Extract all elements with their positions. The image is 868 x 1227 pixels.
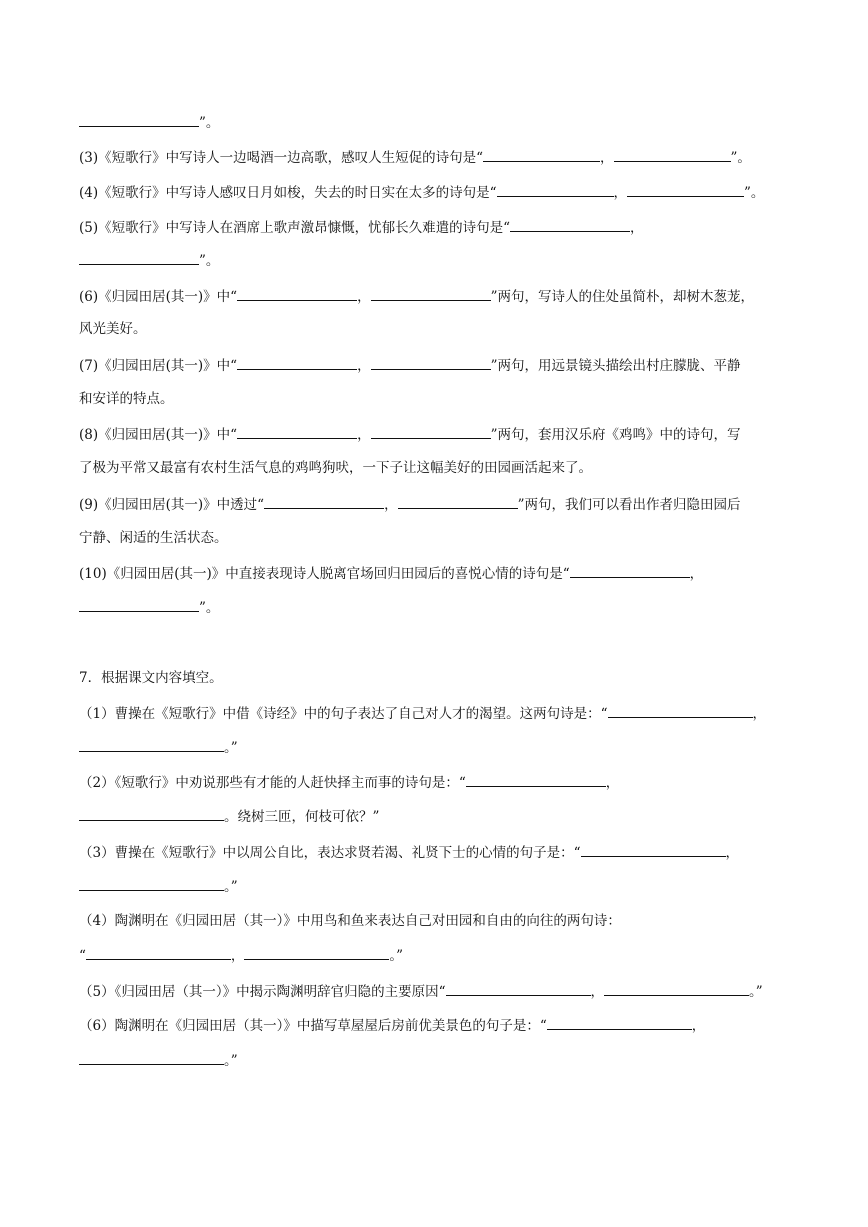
q6-item4: (4)《短歌行》中写诗人感叹日月如梭，失去的时日实在太多的诗句是“ ， ”。 — [79, 182, 791, 203]
answer-blank[interactable] — [627, 182, 744, 197]
answer-blank[interactable] — [237, 355, 357, 370]
answer-blank[interactable] — [510, 217, 630, 232]
answer-blank[interactable] — [237, 286, 357, 301]
answer-blank[interactable] — [581, 842, 726, 857]
answer-blank[interactable] — [237, 424, 357, 439]
q7-title: 7．根据课文内容填空。 — [79, 670, 223, 686]
q7-item6-cont: 。” — [79, 1050, 791, 1071]
q6-item6: (6)《归园田居(其一)》中“ ， ”两句，写诗人的住处虽简朴，却树木葱茏， — [79, 286, 791, 307]
answer-blank[interactable] — [446, 981, 591, 996]
q6-item9-cont: 宁静、闲适的生活状态。 — [79, 530, 228, 546]
answer-blank[interactable] — [371, 355, 491, 370]
answer-blank[interactable] — [79, 737, 224, 752]
answer-blank[interactable] — [79, 806, 224, 821]
answer-blank[interactable] — [371, 286, 491, 301]
q7-item1: （1）曹操在《短歌行》中借《诗经》中的句子表达了自己对人才的渴望。这两句诗是：“ ， — [79, 703, 791, 724]
q7-item1-cont: 。” — [79, 737, 791, 758]
answer-blank[interactable] — [79, 597, 199, 612]
q6-item7: (7)《归园田居(其一)》中“ ， ”两句，用远景镜头描绘出村庄朦胧、平静 — [79, 355, 791, 376]
answer-blank[interactable] — [86, 945, 231, 960]
answer-blank[interactable] — [608, 703, 753, 718]
q6-item10-cont: ”。 — [79, 597, 791, 618]
answer-blank[interactable] — [466, 772, 606, 787]
answer-blank[interactable] — [604, 981, 749, 996]
answer-blank[interactable] — [547, 1015, 692, 1030]
answer-blank[interactable] — [398, 494, 518, 509]
answer-blank[interactable] — [79, 1050, 224, 1065]
answer-blank[interactable] — [79, 250, 199, 265]
q6-item3: (3)《短歌行》中写诗人一边喝酒一边高歌，感叹人生短促的诗句是“ ， ”。 — [79, 147, 791, 168]
q7-item2-cont: 。绕树三匝，何枝可依？” — [79, 806, 791, 827]
answer-blank[interactable] — [79, 112, 199, 127]
q7-item3-cont: 。” — [79, 876, 791, 897]
q7-item2: （2）《短歌行》中劝说那些有才能的人赶快择主而事的诗句是：“ ， — [79, 772, 791, 793]
answer-blank[interactable] — [79, 876, 224, 891]
q6-item10: (10)《归园田居(其一)》中直接表现诗人脱离官场回归田园后的喜悦心情的诗句是“ ， — [79, 563, 791, 584]
q7-item4-cont: “ ， 。” — [79, 945, 791, 966]
q6-item8-cont: 了极为平常又最富有农村生活气息的鸡鸣狗吠，一下子让这幅美好的田园画活起来了。 — [79, 460, 592, 476]
q6-item8: (8)《归园田居(其一)》中“ ， ”两句，套用汉乐府《鸡鸣》中的诗句，写 — [79, 424, 791, 445]
q6-item7-cont: 和安详的特点。 — [79, 391, 174, 407]
q6-item5: (5)《短歌行》中写诗人在酒席上歌声激昂慷慨，忧郁长久难遣的诗句是“ ， — [79, 217, 791, 238]
q7-item6: （6）陶渊明在《归园田居（其一）》中描写草屋屋后房前优美景色的句子是：“ ， — [79, 1015, 791, 1036]
q6-item9: (9)《归园田居(其一)》中透过“ ， ”两句，我们可以看出作者归隐田园后 — [79, 494, 791, 515]
answer-blank[interactable] — [614, 147, 731, 162]
answer-blank[interactable] — [371, 424, 491, 439]
q6-item5-cont: ”。 — [79, 250, 791, 271]
q7-item5: （5）《归园田居（其一）》中揭示陶渊明辞官归隐的主要原因“ ， 。” — [79, 981, 791, 1002]
answer-blank[interactable] — [570, 563, 690, 578]
q6-item6-cont: 风光美好。 — [79, 321, 147, 337]
answer-blank[interactable] — [244, 945, 389, 960]
q6-item2-tail: ”。 — [79, 112, 791, 133]
answer-blank[interactable] — [483, 147, 600, 162]
answer-blank[interactable] — [497, 182, 614, 197]
q7-item3: （3）曹操在《短歌行》中以周公自比，表达求贤若渴、礼贤下士的心情的句子是：“ ， — [79, 842, 791, 863]
answer-blank[interactable] — [264, 494, 384, 509]
q7-item4: （4）陶渊明在《归园田居（其一）》中用鸟和鱼来表达自己对田园和自由的向往的两句诗： — [79, 913, 621, 929]
